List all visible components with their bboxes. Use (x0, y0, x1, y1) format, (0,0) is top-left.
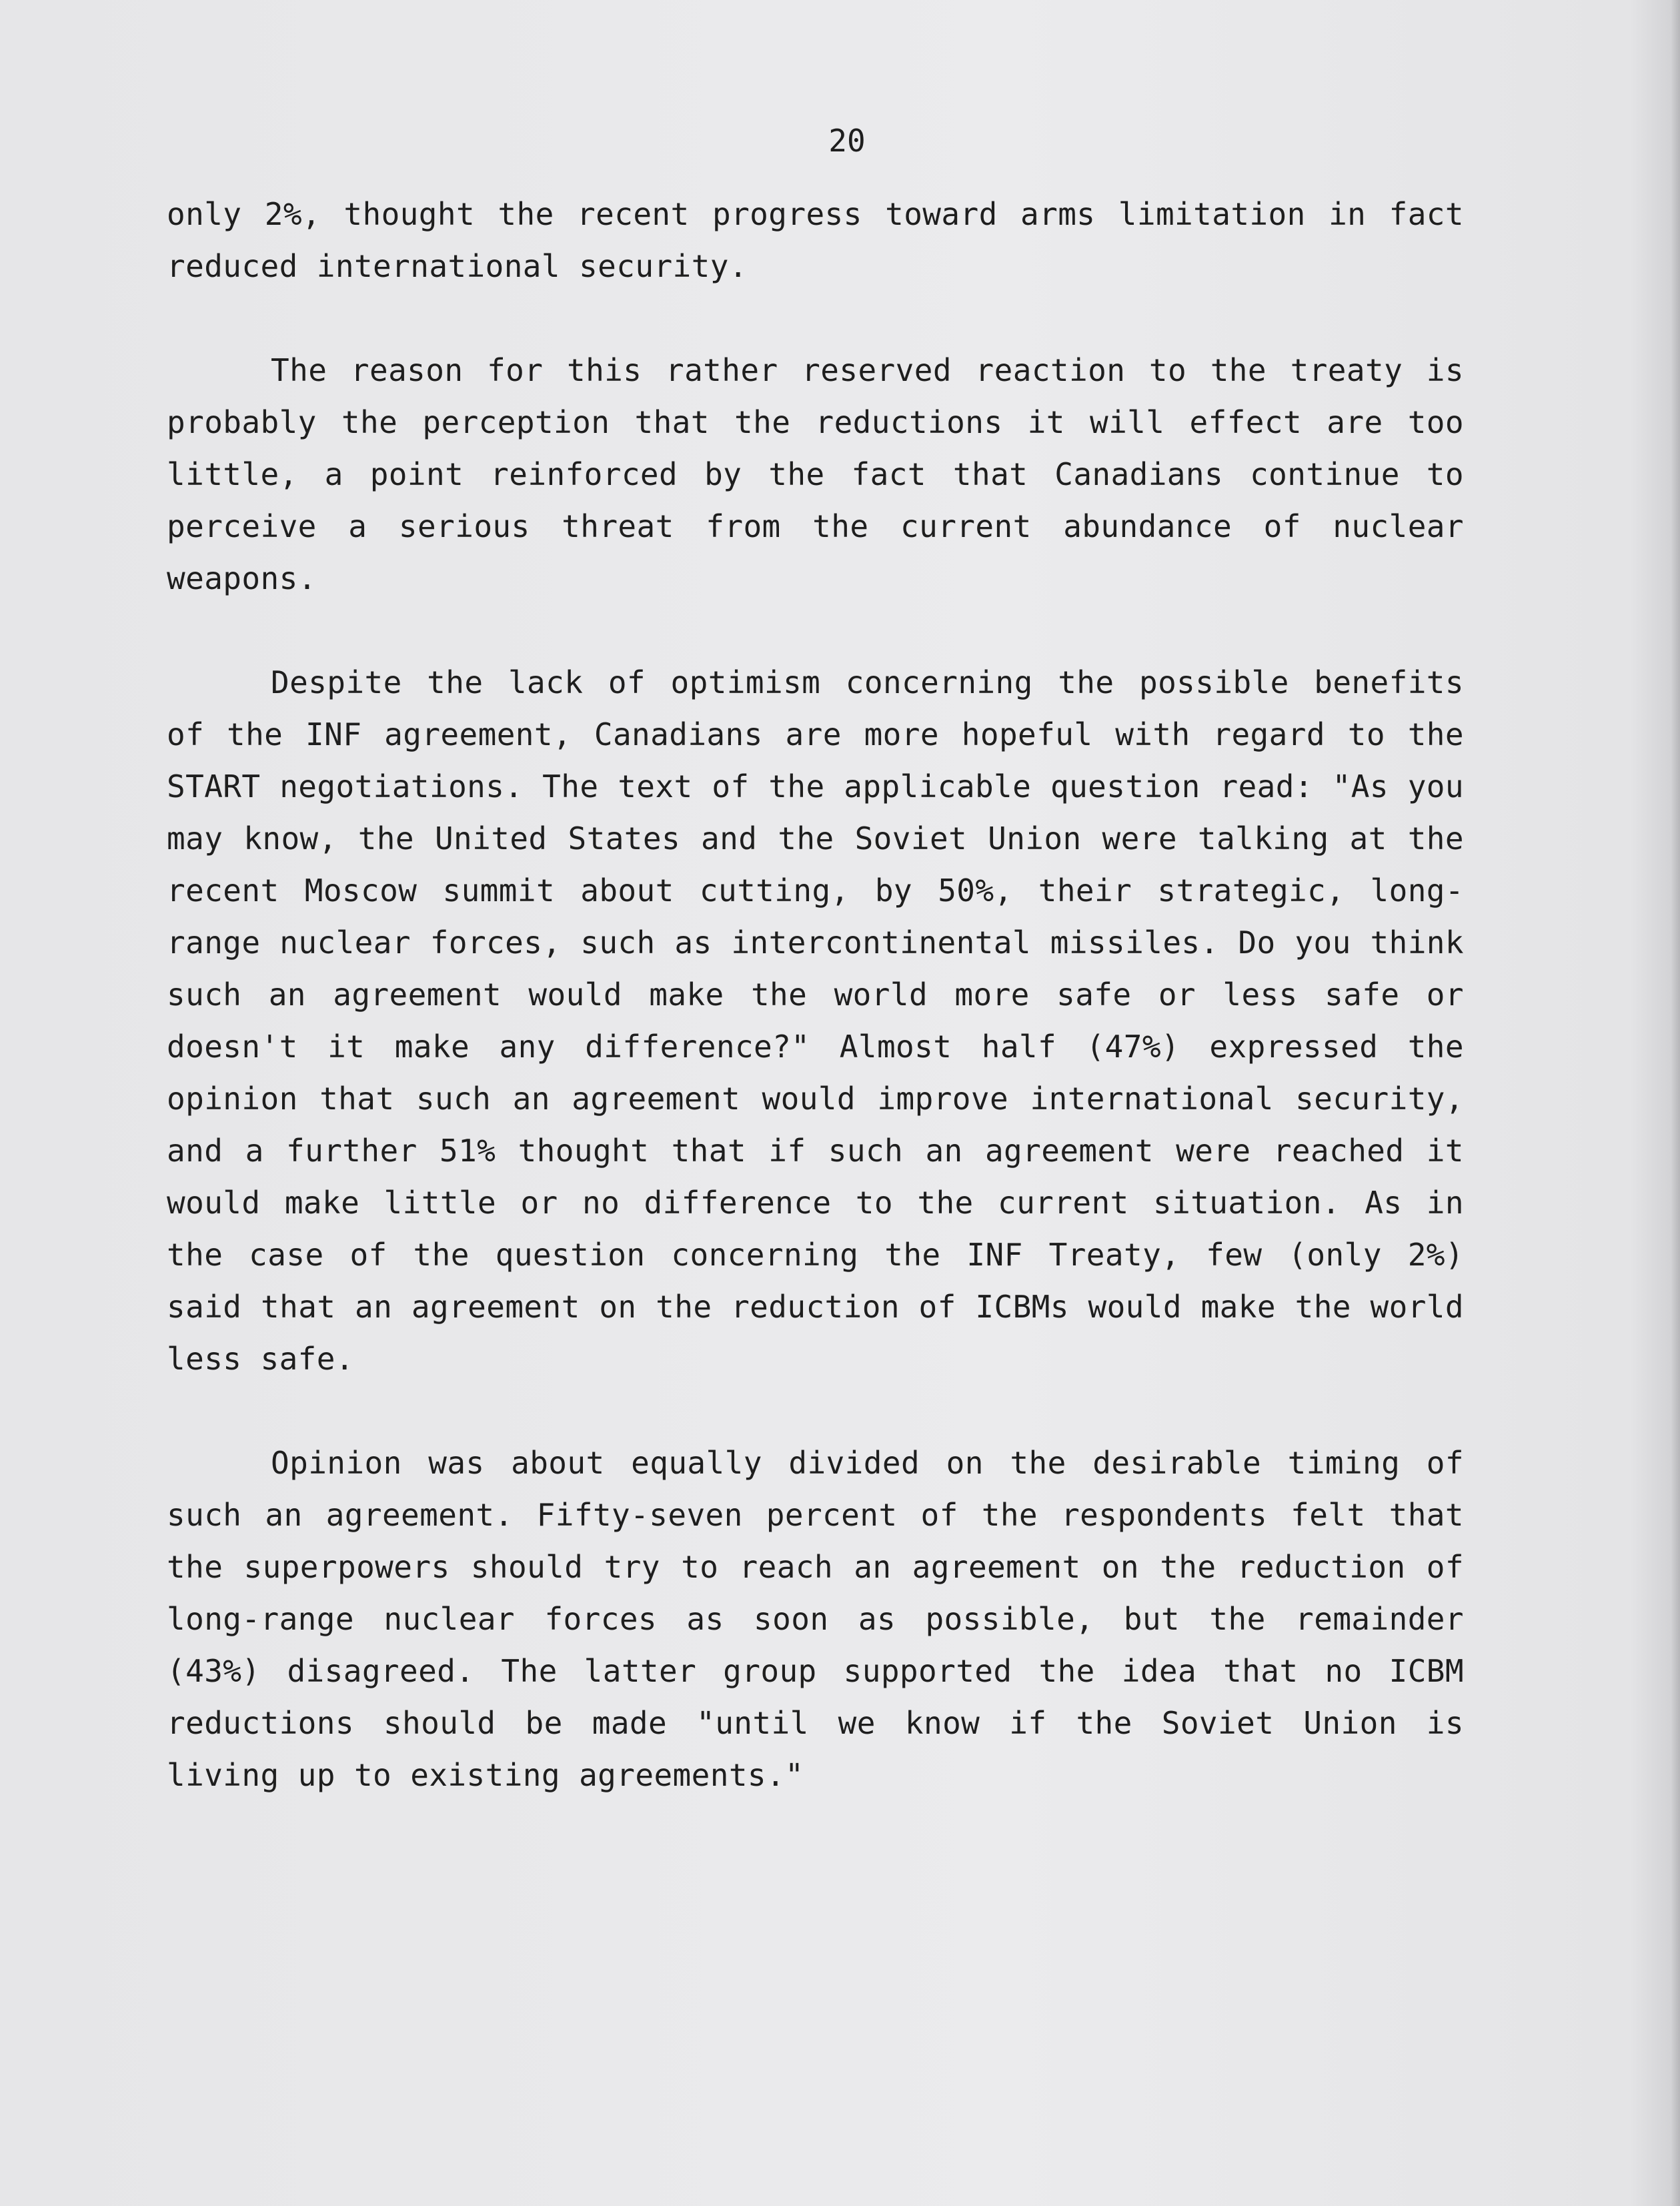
body-text (167, 188, 1464, 1853)
paragraph-treaty-reaction: The reason for this rather reserved reaction to the treaty is probably the perception that the reductions it will effect are too little, a point reinforced by the fact that Canadians continue to perceive a serious threat from the current abundance of nuclear weapons. (167, 352, 1464, 596)
paragraph-continuation: only 2%, thought the recent progress toward arms limitation in fact reduced international security. (167, 196, 1464, 284)
page-number: 20 (828, 123, 866, 159)
page-edge-shadow (1671, 0, 1680, 2206)
paragraph-start-negotiations: Despite the lack of optimism concerning the possible benefits of the INF agreement, Canadians are more hopeful with regard to the START negotiations. The text of the applicable question read: "As you may know, the United States and the Soviet Union were talking at the recent Moscow summit about cutting, by 50%, their strategic, long-range nuclear forces, such as intercontinental missiles. Do you think such an agreement would make the world more safe or less safe or doesn't it make any difference?" Almost half (47%) expressed the opinion that such an agreement would improve international security, and a further 51% thought that if such an agreement were reached it would make little or no difference to the current situation. As in the case of the question concerning the INF Treaty, few (only 2%) said that an agreement on the reduction of ICBMs would make the world less safe. (167, 664, 1464, 1377)
paragraph-agreement-timing: Opinion was about equally divided on the desirable timing of such an agreement. Fifty-seven percent of the respondents felt that the superpowers should try to reach an agreement on the reduction of long-range nuclear forces as soon as possible, but the remainder (43%) disagreed. The latter group supported the idea that no ICBM reductions should be made "until we know if the Soviet Union is living up to existing agreements." (167, 1445, 1464, 1793)
